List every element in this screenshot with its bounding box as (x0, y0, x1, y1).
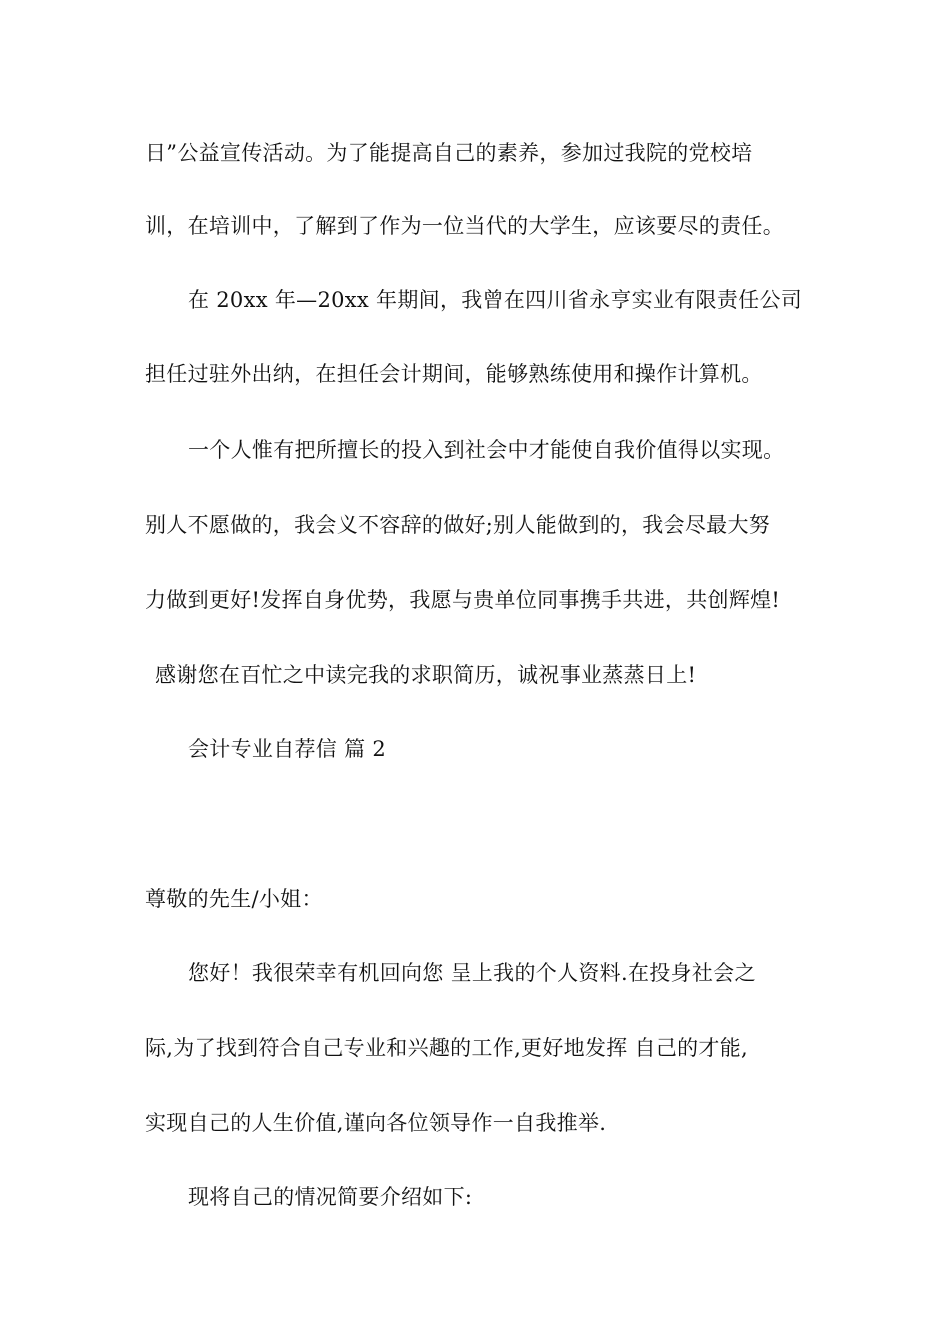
paragraph-line-3: 在 20xx 年—20xx 年期间，我曾在四川省永亨实业有限责任公司 (188, 288, 803, 312)
paragraph-line-11: 实现自己的人生价值,谨向各位领导作一自我推举. (145, 1111, 607, 1135)
paragraph-line-4: 担任过驻外出纳，在担任会计期间，能够熟练使用和操作计算机。 (145, 362, 763, 386)
paragraph-line-5: 一个人惟有把所擅长的投入到社会中才能使自我价值得以实现。 (188, 438, 785, 462)
paragraph-line-10: 际,为了找到符合自己专业和兴趣的工作,更好地发挥 自己的才能, (145, 1036, 748, 1060)
paragraph-line-2: 训，在培训中，了解到了作为一位当代的大学生，应该要尽的责任。 (145, 214, 784, 238)
section-heading: 会计专业自荐信 篇 2 (188, 737, 387, 761)
paragraph-line-6: 别人不愿做的，我会义不容辞的做好;别人能做到的，我会尽最大努 (145, 513, 771, 537)
paragraph-line-12: 现将自己的情况简要介绍如下: (188, 1185, 473, 1209)
paragraph-line-1: 日”公益宣传活动。为了能提高自己的素养，参加过我院的党校培 (145, 141, 753, 165)
paragraph-line-9: 您好！我很荣幸有机回向您 呈上我的个人资料.在投身社会之 (188, 961, 756, 985)
paragraph-line-8: 感谢您在百忙之中读完我的求职简历，诚祝事业蒸蒸日上! (155, 663, 697, 687)
paragraph-line-7: 力做到更好!发挥自身优势，我愿与贵单位同事携手共进，共创辉煌! (145, 588, 781, 612)
salutation: 尊敬的先生/小姐： (145, 887, 323, 911)
